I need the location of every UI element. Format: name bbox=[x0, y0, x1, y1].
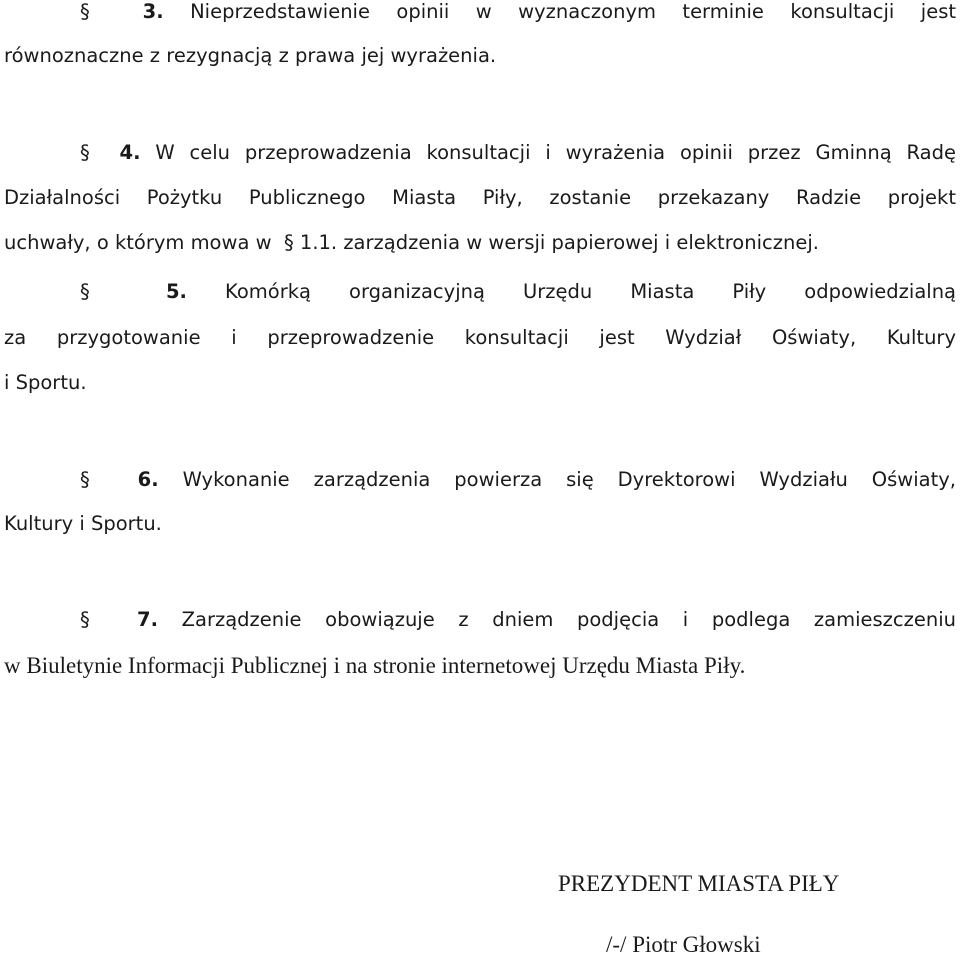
paragraph-text: w Biuletynie Informacji Publicznej i na stronie internetowej Urzędu Miasta Piły. bbox=[4, 653, 746, 678]
signature-name-text: /-/ Piotr Głowski bbox=[606, 932, 761, 957]
paragraph-6-line-1 bbox=[80, 465, 956, 495]
paragraph-text: Nieprzedstawienie opinii w wyznaczonym terminie konsultacji jest bbox=[190, 0, 956, 23]
paragraph-text: W celu przeprowadzenia konsultacji i wyrażenia opinii przez Gminną Radę bbox=[155, 141, 956, 164]
paragraph-text: za przygotowanie i przeprowadzenie konsultacji jest Wydział Oświaty, Kultury bbox=[4, 326, 956, 349]
paragraph-number: 7. bbox=[137, 608, 158, 631]
paragraph-4-line-3 bbox=[4, 228, 819, 258]
signature-title bbox=[558, 869, 839, 899]
section-mark: § bbox=[80, 280, 90, 303]
paragraph-text: i Sportu. bbox=[4, 371, 87, 394]
paragraph-5-line-3 bbox=[4, 368, 87, 398]
paragraph-5-line-1 bbox=[80, 277, 956, 307]
signature-title-text: PREZYDENT MIASTA PIŁY bbox=[558, 871, 840, 896]
paragraph-text: Zarządzenie obowiązuje z dniem podjęcia i podlega zamieszczeniu bbox=[181, 608, 956, 631]
paragraph-7-line-1 bbox=[80, 605, 956, 635]
paragraph-text: Działalności Pożytku Publicznego Miasta Piły, zostanie przekazany Radzie projekt bbox=[4, 186, 956, 209]
paragraph-text: Wykonanie zarządzenia powierza się Dyrektorowi Wydziału Oświaty, bbox=[182, 468, 956, 491]
paragraph-text: 1.1. zarządzenia w wersji papierowej i elektronicznej. bbox=[299, 231, 819, 254]
paragraph-text: uchwały, o którym mowa w bbox=[4, 231, 272, 254]
paragraph-text: równoznaczne z rezygnacją z prawa jej wyrażenia. bbox=[4, 44, 497, 67]
paragraph-4-line-1 bbox=[80, 138, 956, 168]
paragraph-6-line-2 bbox=[4, 509, 162, 539]
paragraph-7-line-2 bbox=[4, 651, 745, 681]
section-mark: § bbox=[80, 468, 90, 491]
paragraph-5-line-2 bbox=[4, 323, 956, 353]
section-mark: § bbox=[80, 608, 90, 631]
paragraph-text: Komórką organizacyjną Urzędu Miasta Piły odpowiedzialną bbox=[225, 280, 956, 303]
section-mark: § bbox=[80, 0, 90, 23]
paragraph-number: 3. bbox=[142, 0, 164, 23]
paragraph-number: 6. bbox=[137, 468, 159, 491]
paragraph-3-line-1 bbox=[80, 0, 956, 27]
paragraph-number: 4. bbox=[119, 141, 141, 164]
signature-name bbox=[606, 930, 761, 960]
paragraph-text: Kultury i Sportu. bbox=[4, 512, 162, 535]
paragraph-number: 5. bbox=[165, 280, 187, 303]
paragraph-3-line-2 bbox=[4, 41, 496, 71]
section-mark: § bbox=[283, 231, 294, 254]
paragraph-4-line-2 bbox=[4, 183, 956, 213]
section-mark: § bbox=[80, 141, 90, 164]
